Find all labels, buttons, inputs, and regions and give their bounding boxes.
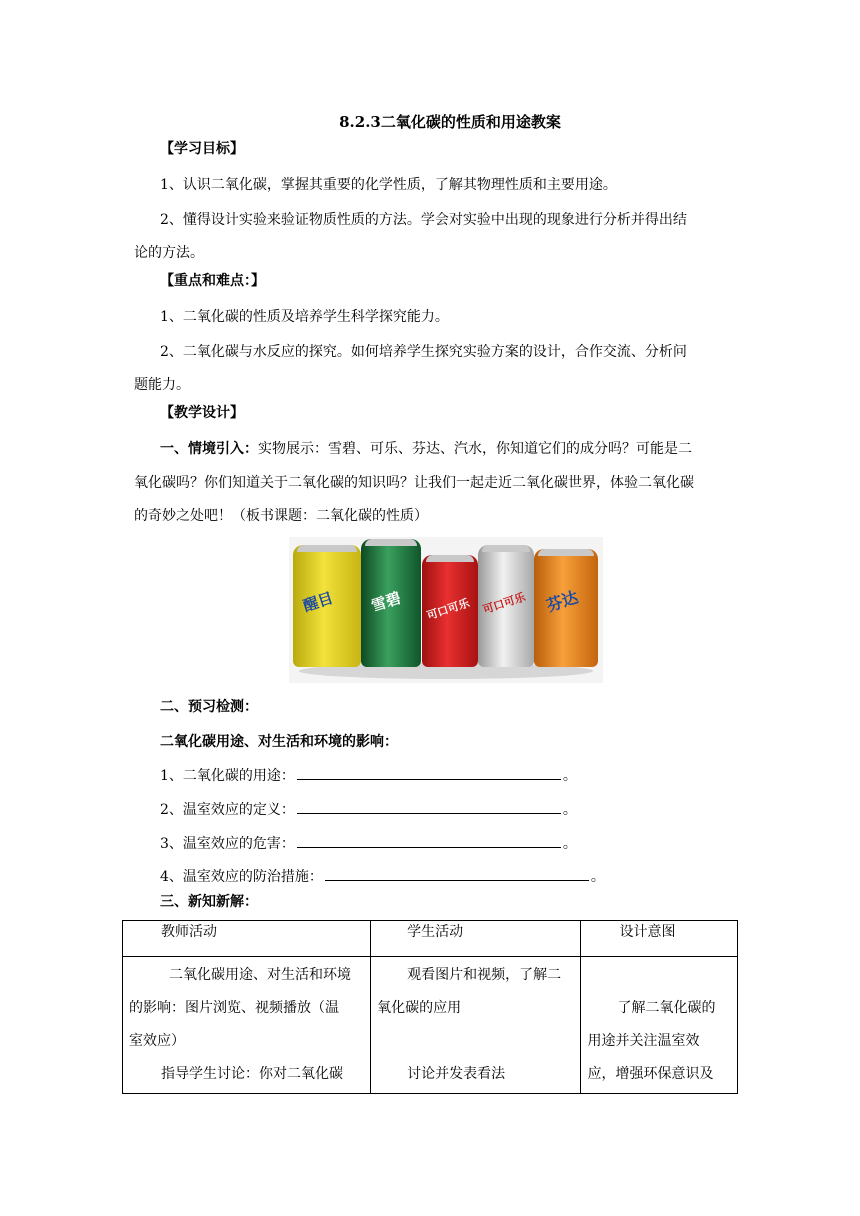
table-cell-intent <box>581 957 738 1094</box>
answer-blank[interactable] <box>297 765 561 780</box>
intro-line-1 <box>160 439 692 459</box>
teacher-line-4: 指导学生讨论：你对二氧化碳 <box>161 1066 343 1082</box>
document-title: 8.2.3二氧化碳的性质和用途教案 <box>339 113 561 131</box>
table-header-cell <box>123 921 371 957</box>
teacher-line-2: 的影响：图片浏览、视频播放（温 <box>129 1000 339 1016</box>
header-intent: 设计意图 <box>619 924 676 940</box>
can-coca-cola-silver <box>478 545 534 667</box>
can-logo: 雪碧 <box>369 588 404 616</box>
can-fanta <box>534 549 598 667</box>
goal-item-1: 1、认识二氧化碳，掌握其重要的化学性质，了解其物理性质和主要用途。 <box>160 177 617 193</box>
can-xingmu <box>293 545 361 667</box>
answer-blank[interactable] <box>325 866 589 881</box>
end-mark: 。 <box>590 869 605 885</box>
answer-blank[interactable] <box>297 833 561 848</box>
can-rim <box>538 549 594 556</box>
intro-label: 一、情境引入： <box>160 441 258 457</box>
preview-item-1 <box>160 765 577 786</box>
preview-item-3 <box>160 833 577 854</box>
intro-text-1: 实物展示：雪碧、可乐、芬达、汽水，你知道它们的成分吗？可能是二 <box>258 441 692 457</box>
key-point-2: 2、二氧化碳与水反应的探究。如何培养学生探究实验方案的设计，合作交流、分析问 <box>160 344 687 360</box>
can-logo: 醒目 <box>301 588 336 616</box>
can-logo: 芬达 <box>544 587 581 616</box>
key-point-1: 1、二氧化碳的性质及培养学生科学探究能力。 <box>160 309 449 325</box>
header-teacher: 教师活动 <box>161 924 217 940</box>
goal-item-2: 2、懂得设计实验来验证物质性质的方法。学会对实验中出现的现象进行分析并得出结 <box>160 212 687 228</box>
can-logo: 可口可乐 <box>425 596 472 623</box>
preview-item-label: 4、温室效应的防治措施： <box>160 869 323 885</box>
table-header-cell <box>371 921 581 957</box>
answer-blank[interactable] <box>297 799 561 814</box>
can-rim <box>297 545 357 552</box>
can-logo: 可口可乐 <box>481 590 528 617</box>
table-cell-student <box>371 957 581 1094</box>
intro-line-2: 氧化碳吗？你们知道关于二氧化碳的知识吗？让我们一起走近二氧化碳世界，体验二氧化碳 <box>134 475 694 491</box>
end-mark: 。 <box>562 802 577 818</box>
preview-item-label: 1、二氧化碳的用途： <box>160 768 295 784</box>
soda-cans-photo <box>289 537 603 683</box>
intent-line-2: 了解二氧化碳的 <box>617 1000 716 1016</box>
table-cell-teacher <box>123 957 371 1094</box>
can-coca-cola-red <box>422 555 478 667</box>
intent-line-3: 用途并关注温室效 <box>587 1033 700 1049</box>
preview-item-label: 3、温室效应的危害： <box>160 836 295 852</box>
student-line-1: 观看图片和视频，了解二 <box>407 967 562 983</box>
student-line-3 <box>371 1025 580 1058</box>
goals-heading: 【学习目标】 <box>160 141 244 157</box>
teacher-line-1: 二氧化碳用途、对生活和环境 <box>169 967 351 983</box>
preview-item-4 <box>160 866 605 887</box>
intent-line-4: 应，增强环保意识及 <box>587 1066 714 1082</box>
table-row <box>123 957 738 1094</box>
header-student: 学生活动 <box>407 924 464 940</box>
new-knowledge-heading: 三、新知新解： <box>160 894 258 910</box>
preview-subheading: 二氧化碳用途、对生活和环境的影响： <box>160 734 398 750</box>
design-heading: 【教学设计】 <box>160 405 244 421</box>
end-mark: 。 <box>562 768 577 784</box>
intent-line-1 <box>581 957 737 992</box>
table-header-row <box>123 921 738 957</box>
can-rim <box>482 545 530 552</box>
can-rim <box>365 539 417 546</box>
end-mark: 。 <box>562 836 577 852</box>
preview-heading: 二、预习检测： <box>160 699 258 715</box>
activity-table <box>122 920 738 1094</box>
can-sprite <box>361 539 421 667</box>
key-points-heading: 【重点和难点：】 <box>160 273 265 289</box>
teacher-line-3: 室效应） <box>129 1033 185 1049</box>
can-rim <box>426 555 474 562</box>
intro-line-3: 的奇妙之处吧！（板书课题：二氧化碳的性质） <box>134 508 428 524</box>
goal-item-2-cont: 论的方法。 <box>134 245 204 261</box>
table-header-cell <box>581 921 738 957</box>
preview-item-2 <box>160 799 577 820</box>
student-line-2: 氧化碳的应用 <box>377 1000 462 1016</box>
key-point-2-cont: 题能力。 <box>134 377 190 393</box>
student-line-4: 讨论并发表看法 <box>407 1066 506 1082</box>
preview-item-label: 2、温室效应的定义： <box>160 802 295 818</box>
